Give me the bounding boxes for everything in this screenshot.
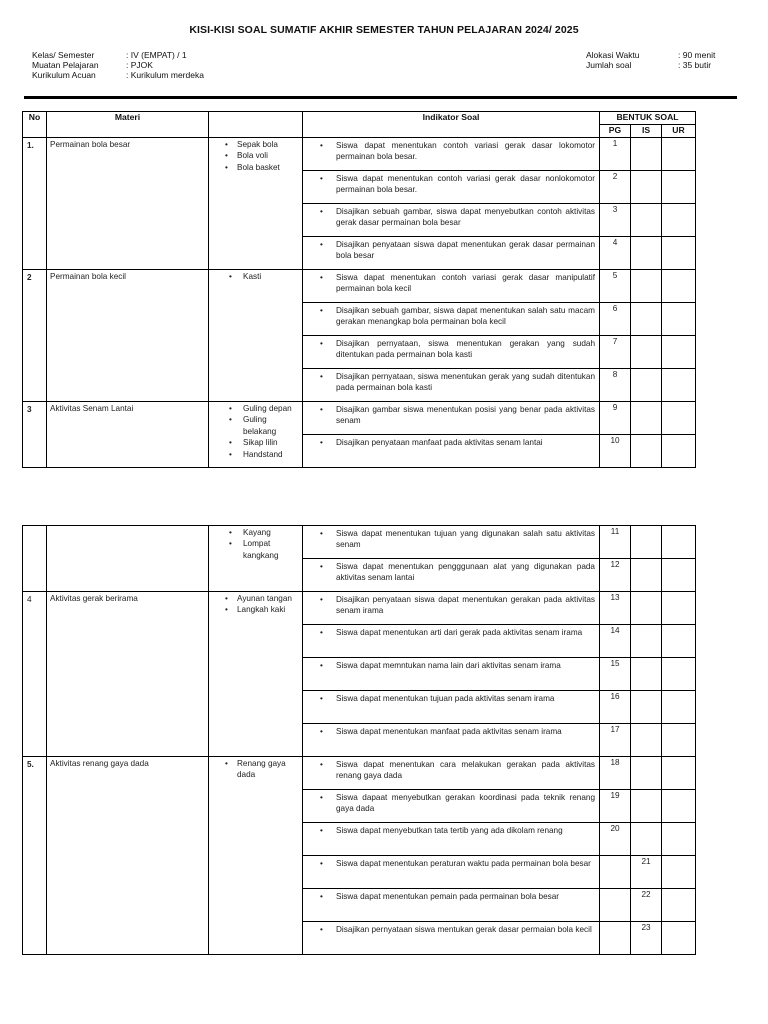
question-number-pg xyxy=(600,889,631,922)
header-no: No xyxy=(23,112,47,138)
materi-cell: Permainan bola besar xyxy=(47,138,209,270)
sub-materi-item: • Langkah kaki xyxy=(209,604,302,615)
table-row xyxy=(23,592,696,625)
sub-materi-item: • Sepak bola xyxy=(209,139,302,150)
indikator-cell xyxy=(303,625,600,658)
indikator-text: • Siswa dapat menentukan contoh variasi gerak dasar nonlokomotor permainan bola besar. xyxy=(303,173,595,196)
question-number-pg: 15 xyxy=(600,658,631,691)
question-number-pg: 17 xyxy=(600,724,631,757)
header-ur: UR xyxy=(662,125,696,138)
meta-value: : PJOK xyxy=(126,60,153,71)
question-number-ur xyxy=(662,336,696,369)
question-number-is xyxy=(631,757,662,790)
question-number-pg: 12 xyxy=(600,559,631,592)
question-number-is: 23 xyxy=(631,922,662,955)
question-number-pg: 6 xyxy=(600,303,631,336)
question-number-is xyxy=(631,691,662,724)
row-number: 5. xyxy=(23,757,47,955)
sub-materi-item: • Ayunan tangan xyxy=(209,593,302,604)
header-is: IS xyxy=(631,125,662,138)
sub-materi-list xyxy=(209,527,302,561)
materi-cell: Aktivitas renang gaya dada xyxy=(47,757,209,955)
sub-materi-cell xyxy=(209,592,303,757)
sub-materi-item: • Renang gaya dada xyxy=(209,758,302,781)
question-number-is xyxy=(631,625,662,658)
materi-cell: Aktivitas gerak berirama xyxy=(47,592,209,757)
indikator-cell xyxy=(303,237,600,270)
question-number-ur xyxy=(662,204,696,237)
indikator-text: • Siswa dapat menentukan pemain pada permainan bola besar xyxy=(303,891,595,902)
sub-materi-item: • Guling depan xyxy=(209,403,302,414)
indikator-cell xyxy=(303,559,600,592)
meta-key: Kurikulum Acuan xyxy=(32,70,96,81)
question-number-pg: 18 xyxy=(600,757,631,790)
question-number-ur xyxy=(662,138,696,171)
question-number-is xyxy=(631,435,662,468)
meta-key: Muatan Pelajaran xyxy=(32,60,99,71)
header-divider xyxy=(24,96,737,99)
question-number-is xyxy=(631,724,662,757)
question-number-is xyxy=(631,402,662,435)
row-number: 4 xyxy=(23,592,47,757)
indikator-cell xyxy=(303,336,600,369)
sub-materi-item: • Kasti xyxy=(209,271,302,282)
question-number-pg: 3 xyxy=(600,204,631,237)
indikator-text: • Siswa dapat menentukan pengggunaan alat yang digunakan pada aktivitas senam lantai xyxy=(303,561,595,584)
indikator-cell xyxy=(303,691,600,724)
question-number-ur xyxy=(662,270,696,303)
question-number-ur xyxy=(662,435,696,468)
question-number-is xyxy=(631,369,662,402)
table-body xyxy=(23,526,696,955)
question-number-is xyxy=(631,592,662,625)
question-number-pg: 4 xyxy=(600,237,631,270)
indikator-text: • Siswa dapat memntukan nama lain dari aktivitas senam irama xyxy=(303,660,595,671)
table-row xyxy=(23,757,696,790)
question-number-ur xyxy=(662,856,696,889)
question-number-ur xyxy=(662,526,696,559)
indikator-cell xyxy=(303,592,600,625)
question-number-pg: 7 xyxy=(600,336,631,369)
indikator-text: • Siswa dapat menentukan tujuan yang digunakan salah satu aktivitas senam xyxy=(303,528,595,551)
sub-materi-item: • Bola voli xyxy=(209,150,302,161)
sub-materi-cell xyxy=(209,402,303,468)
indikator-text: • Disajikan penyataan siswa dapat menentukan gerak dasar permainan bola besar xyxy=(303,239,595,262)
meta-row xyxy=(586,60,715,70)
question-number-pg: 19 xyxy=(600,790,631,823)
header-indikator: Indikator Soal xyxy=(303,112,600,138)
indikator-cell xyxy=(303,369,600,402)
question-number-ur xyxy=(662,369,696,402)
indikator-text: • Disajikan sebuah gambar, siswa dapat menyebutkan contoh aktivitas gerak dasar permainan bola besar xyxy=(303,206,595,229)
indikator-text: • Siswa dapat menentukan peraturan waktu pada permainan bola besar xyxy=(303,858,595,869)
question-number-is: 22 xyxy=(631,889,662,922)
question-number-ur xyxy=(662,171,696,204)
table-row xyxy=(23,138,696,171)
meta-key: Alokasi Waktu xyxy=(586,50,640,60)
table-row xyxy=(23,402,696,435)
indikator-text: • Disajikan penyataan siswa dapat menentukan gerakan pada aktivitas senam irama xyxy=(303,594,595,617)
indikator-cell xyxy=(303,922,600,955)
question-number-ur xyxy=(662,237,696,270)
kisi-kisi-table-page-1 xyxy=(22,111,696,468)
meta-value: : 35 butir xyxy=(678,60,712,71)
indikator-cell xyxy=(303,435,600,468)
table-body xyxy=(23,138,696,468)
question-number-ur xyxy=(662,303,696,336)
indikator-cell xyxy=(303,402,600,435)
question-number-pg: 2 xyxy=(600,171,631,204)
sub-materi-list xyxy=(209,139,302,173)
indikator-cell xyxy=(303,204,600,237)
header-bentuk-soal: BENTUK SOAL xyxy=(600,112,696,125)
materi-cell: Aktivitas Senam Lantai xyxy=(47,402,209,468)
question-number-is xyxy=(631,204,662,237)
meta-row xyxy=(32,50,204,60)
meta-value: : IV (EMPAT) / 1 xyxy=(126,50,187,60)
question-number-is xyxy=(631,171,662,204)
question-number-pg: 14 xyxy=(600,625,631,658)
indikator-text: • Disajikan pernyataan, siswa menentukan gerakan yang sudah ditentukan pada permainan bola kasti xyxy=(303,338,595,361)
sub-materi-cell xyxy=(209,526,303,592)
indikator-text: • Disajikan pernyataan, siswa menentukan gerak yang sudah ditentukan pada permainan bola kasti xyxy=(303,371,595,394)
sub-materi-cell xyxy=(209,757,303,955)
question-number-is xyxy=(631,237,662,270)
indikator-cell xyxy=(303,138,600,171)
meta-info-right xyxy=(586,50,715,70)
indikator-text: • Siswa dapaat menyebutkan gerakan koordinasi pada teknik renang gaya dada xyxy=(303,792,595,815)
sub-materi-item: • Handstand xyxy=(209,449,302,460)
question-number-ur xyxy=(662,402,696,435)
header-materi: Materi xyxy=(47,112,209,138)
row-number: 3 xyxy=(23,402,47,468)
sub-materi-item: • Lompat kangkang xyxy=(209,538,302,561)
sub-materi-item: • Sikap lilin xyxy=(209,437,302,448)
sub-materi-list xyxy=(209,593,302,616)
meta-row xyxy=(32,60,204,70)
sub-materi-cell xyxy=(209,270,303,402)
meta-row xyxy=(32,70,204,80)
indikator-text: • Siswa dapat menentukan cara melakukan gerakan pada aktivitas renang gaya dada xyxy=(303,759,595,782)
question-number-ur xyxy=(662,823,696,856)
question-number-pg xyxy=(600,856,631,889)
row-number: 2 xyxy=(23,270,47,402)
indikator-cell xyxy=(303,856,600,889)
question-number-ur xyxy=(662,658,696,691)
question-number-is xyxy=(631,303,662,336)
table-row xyxy=(23,526,696,559)
indikator-text: • Siswa dapat menentukan tujuan pada aktivitas senam irama xyxy=(303,693,595,704)
question-number-pg: 10 xyxy=(600,435,631,468)
row-number xyxy=(23,526,47,592)
row-number: 1. xyxy=(23,138,47,270)
indikator-text: • Siswa dapat menyebutkan tata tertib yang ada dikolam renang xyxy=(303,825,595,836)
meta-value: : Kurikulum merdeka xyxy=(126,70,204,81)
question-number-ur xyxy=(662,922,696,955)
question-number-is: 21 xyxy=(631,856,662,889)
question-number-is xyxy=(631,270,662,303)
indikator-text: • Siswa dapat menentukan manfaat pada aktivitas senam irama xyxy=(303,726,595,737)
question-number-ur xyxy=(662,790,696,823)
materi-cell: Permainan bola kecil xyxy=(47,270,209,402)
question-number-pg: 20 xyxy=(600,823,631,856)
meta-key: Jumlah soal xyxy=(586,60,632,71)
question-number-is xyxy=(631,790,662,823)
question-number-pg: 8 xyxy=(600,369,631,402)
question-number-is xyxy=(631,658,662,691)
meta-row xyxy=(586,50,715,60)
indikator-cell xyxy=(303,823,600,856)
indikator-cell xyxy=(303,270,600,303)
indikator-cell xyxy=(303,526,600,559)
question-number-is xyxy=(631,138,662,171)
question-number-ur xyxy=(662,592,696,625)
indikator-text: • Siswa dapat menentukan contoh variasi gerak dasar manipulatif permainan bola kecil xyxy=(303,272,595,295)
question-number-ur xyxy=(662,625,696,658)
sub-materi-cell xyxy=(209,138,303,270)
question-number-pg: 16 xyxy=(600,691,631,724)
sub-materi-list xyxy=(209,758,302,781)
question-number-ur xyxy=(662,889,696,922)
kisi-kisi-table-page-2 xyxy=(22,525,696,955)
sub-materi-list xyxy=(209,271,302,282)
question-number-ur xyxy=(662,757,696,790)
question-number-ur xyxy=(662,559,696,592)
sub-materi-item: • Kayang xyxy=(209,527,302,538)
question-number-pg: 11 xyxy=(600,526,631,559)
question-number-pg xyxy=(600,922,631,955)
question-number-ur xyxy=(662,691,696,724)
question-number-is xyxy=(631,559,662,592)
indikator-cell xyxy=(303,658,600,691)
indikator-cell xyxy=(303,889,600,922)
question-number-pg: 5 xyxy=(600,270,631,303)
indikator-text: • Siswa dapat menentukan contoh variasi gerak dasar lokomotor permainan bola besar. xyxy=(303,140,595,163)
indikator-cell xyxy=(303,171,600,204)
meta-key: Kelas/ Semester xyxy=(32,50,95,60)
sub-materi-item: • Guling belakang xyxy=(209,414,302,437)
meta-info-left xyxy=(32,50,204,81)
question-number-pg: 13 xyxy=(600,592,631,625)
indikator-text: • Disajikan sebuah gambar, siswa dapat menentukan salah satu macam gerakan menangkap bola permainan bola kecil xyxy=(303,305,595,328)
document-title: KISI-KISI SOAL SUMATIF AKHIR SEMESTER TAHUN PELAJARAN 2024/ 2025 xyxy=(189,24,579,36)
sub-materi-item: • Bola basket xyxy=(209,162,302,173)
indikator-cell xyxy=(303,303,600,336)
indikator-cell xyxy=(303,790,600,823)
question-number-pg: 1 xyxy=(600,138,631,171)
materi-cell xyxy=(47,526,209,592)
question-number-is xyxy=(631,526,662,559)
indikator-text: • Disajikan penyataan manfaat pada aktivitas senam lantai xyxy=(303,437,595,448)
question-number-is xyxy=(631,823,662,856)
table-row xyxy=(23,270,696,303)
indikator-cell xyxy=(303,724,600,757)
indikator-text: • Siswa dapat menentukan arti dari gerak pada aktivitas senam irama xyxy=(303,627,595,638)
meta-value: : 90 menit xyxy=(678,50,716,60)
question-number-ur xyxy=(662,724,696,757)
sub-materi-list xyxy=(209,403,302,460)
question-number-pg: 9 xyxy=(600,402,631,435)
indikator-text: • Disajikan pernyataan siswa mentukan gerak dasar permaian bola kecil xyxy=(303,924,595,935)
header-sub-materi xyxy=(209,112,303,138)
indikator-cell xyxy=(303,757,600,790)
header-pg: PG xyxy=(600,125,631,138)
indikator-text: • Disajikan gambar siswa menentukan posisi yang benar pada aktivitas senam xyxy=(303,404,595,427)
question-number-is xyxy=(631,336,662,369)
